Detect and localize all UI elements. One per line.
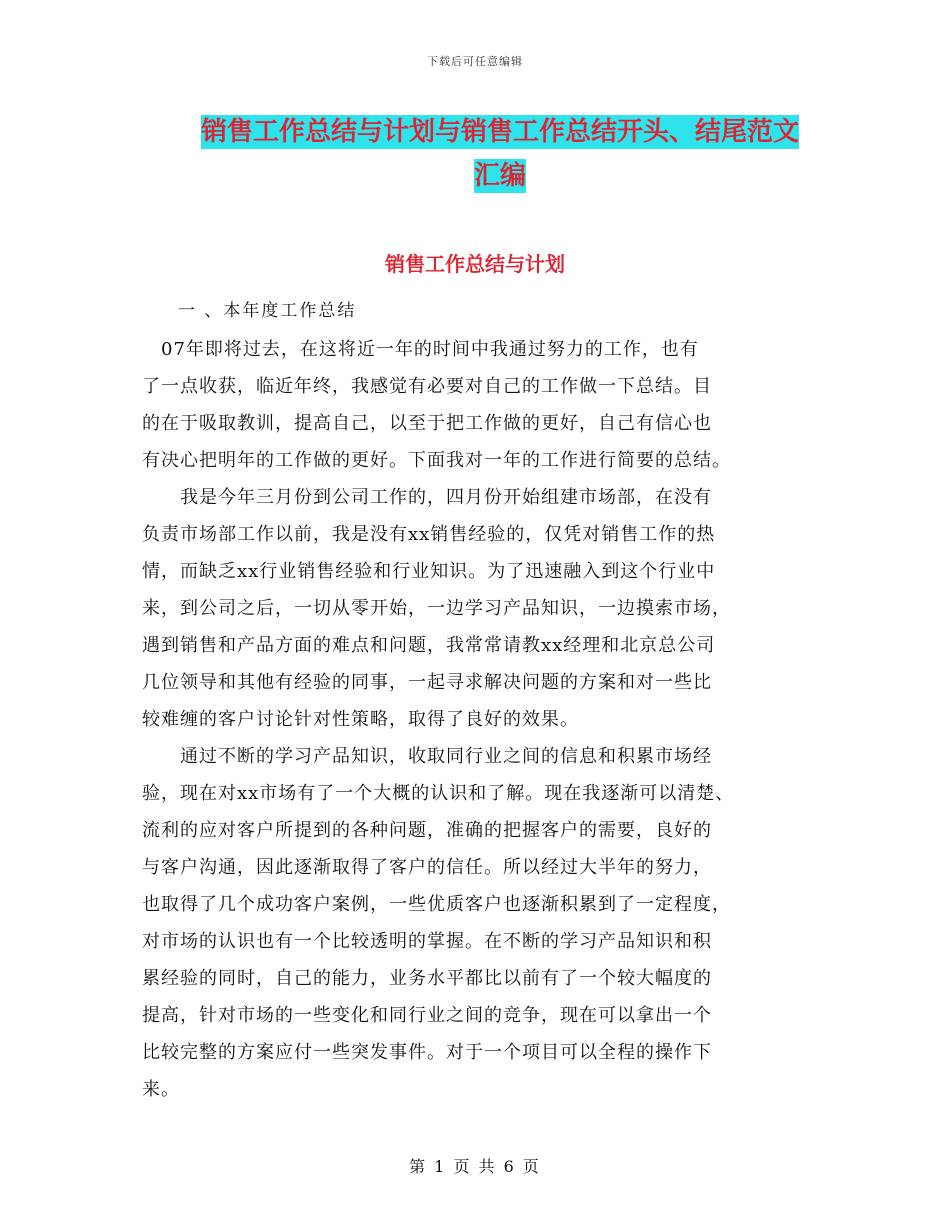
section-heading: 一 、本年度工作总结: [178, 301, 357, 321]
body-line: 来，到公司之后，一切从零开始，一边学习产品知识，一边摸索市场，: [142, 598, 731, 619]
body-line: 遇到销售和产品方面的难点和问题，我常常请教xx经理和北京总公司: [142, 635, 716, 656]
body-line: 累经验的同时，自己的能力，业务水平都比以前有了一个较大幅度的: [142, 968, 712, 989]
body-line: 通过不断的学习产品知识，收取同行业之间的信息和积累市场经: [142, 746, 712, 767]
body-line: 07年即将过去，在这将近一年的时间中我通过努力的工作，也有: [142, 339, 699, 360]
body-line: 较难缠的客户讨论针对性策略，取得了良好的效果。: [142, 709, 579, 730]
body-line: 来。: [142, 1079, 180, 1100]
body-line: 验，现在对xx市场有了一个大概的认识和了解。现在我逐渐可以清楚、: [142, 783, 735, 804]
section-title: 销售工作总结与计划: [385, 252, 565, 276]
header-note: 下载后可任意编辑: [427, 55, 523, 68]
document-title-line-2: 汇编: [473, 161, 526, 191]
page-footer: 第 1 页 共 6 页: [409, 1157, 541, 1176]
body-line: 与客户沟通，因此逐渐取得了客户的信任。所以经过大半年的努力，: [142, 857, 712, 878]
body-line: 对市场的认识也有一个比较透明的掌握。在不断的学习产品知识和积: [142, 931, 712, 952]
body-line: 提高，针对市场的一些变化和同行业之间的竞争，现在可以拿出一个: [142, 1005, 712, 1026]
body-line: 我是今年三月份到公司工作的，四月份开始组建市场部，在没有: [142, 487, 712, 508]
body-line: 有决心把明年的工作做的更好。下面我对一年的工作进行简要的总结。: [142, 450, 731, 471]
document-title-line-1: 销售工作总结与计划与销售工作总结开头、结尾范文: [200, 117, 799, 147]
body-line: 情，而缺乏xx行业销售经验和行业知识。为了迅速融入到这个行业中: [142, 561, 716, 582]
body-line: 负责市场部工作以前，我是没有xx销售经验的，仅凭对销售工作的热: [142, 524, 716, 545]
body-line: 比较完整的方案应付一些突发事件。对于一个项目可以全程的操作下: [142, 1042, 712, 1063]
body-line: 了一点收获，临近年终，我感觉有必要对自己的工作做一下总结。目: [142, 376, 712, 397]
body-line: 的在于吸取教训，提高自己，以至于把工作做的更好，自己有信心也: [142, 413, 712, 434]
body-line: 流利的应对客户所提到的各种问题，准确的把握客户的需要，良好的: [142, 820, 712, 841]
document-title: [190, 110, 810, 198]
body-text: [142, 331, 822, 1108]
body-line: 几位领导和其他有经验的同事，一起寻求解决问题的方案和对一些比: [142, 672, 712, 693]
body-line: 也取得了几个成功客户案例，一些优质客户也逐渐积累到了一定程度，: [142, 894, 731, 915]
